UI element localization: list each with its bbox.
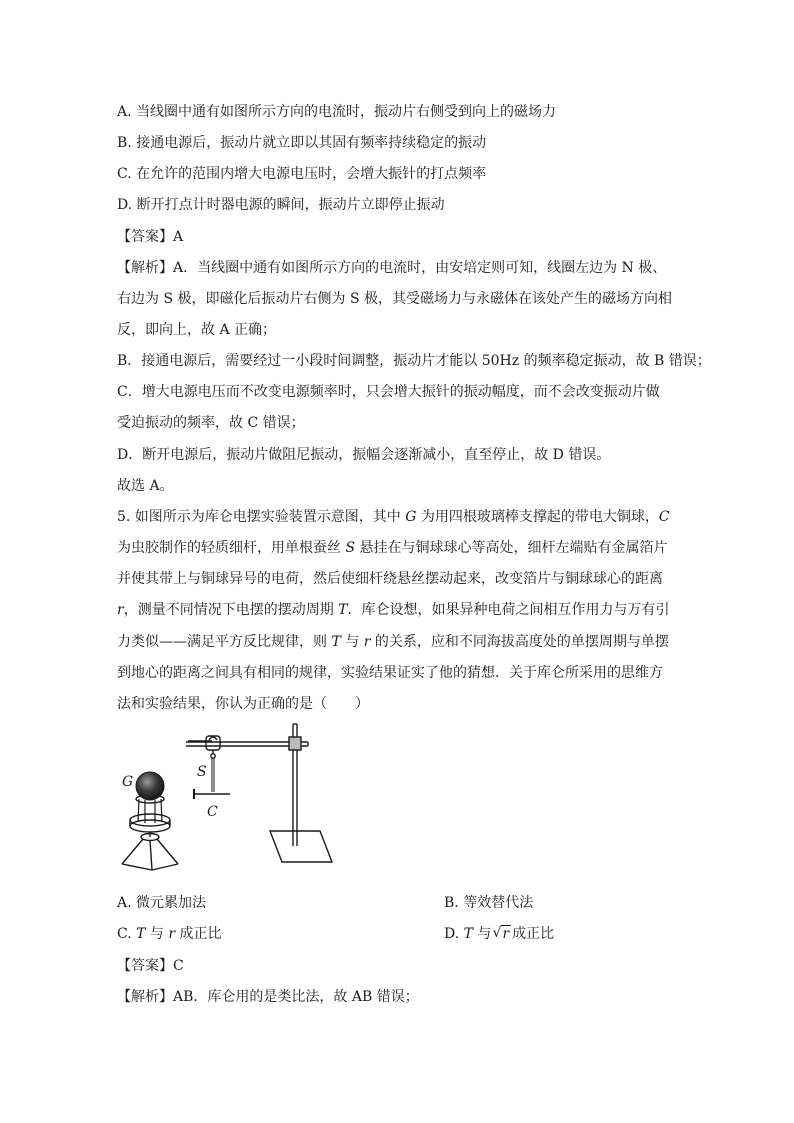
q4-option-d: D. 断开打点计时器电源的瞬间，振动片立即停止振动 — [117, 197, 445, 213]
q4-answer: 【答案】A — [117, 229, 184, 245]
q4-option-b: B. 接通电源后，振动片就立即以其固有频率持续稳定的振动 — [117, 135, 487, 151]
q5-option-d: D. T 与 √ r 成正比 — [444, 925, 555, 942]
label-c: C — [207, 804, 218, 820]
q5-stem-line: 5. 如图所示为库仑电摆实验装置示意图，其中 G 为用四根玻璃棒支撑起的带电大铜球，C — [117, 509, 670, 525]
q4-analysis-line: 右边为 S 极，即磁化后振动片右侧为 S 极，其受磁场力与永磁体在该处产生的磁场方向相 — [117, 291, 672, 307]
sqrt-symbol: √ r — [492, 925, 510, 942]
suspension-head — [206, 736, 220, 750]
q5-option-a: A. 微元累加法 — [117, 895, 207, 911]
q5-stem-line: 法和实验结果，你认为正确的是（ ） — [117, 696, 369, 712]
q4-analysis-line: 【解析】A．当线圈中通有如图所示方向的电流时，由安培定则可知，线圈左边为 N 极、 — [117, 260, 667, 276]
q5-option-b: B. 等效替代法 — [444, 895, 534, 911]
clamp-block — [289, 737, 301, 750]
q4-analysis-line: 受迫振动的频率，故 C 错误； — [117, 415, 305, 431]
q4-conclusion: 故选 A。 — [117, 478, 174, 494]
q4-option-a: A. 当线圈中通有如图所示方向的电流时，振动片右侧受到向上的磁场力 — [117, 104, 557, 120]
q4-option-c: C. 在允许的范围内增大电源电压时，会增大振针的打点频率 — [117, 166, 487, 182]
q4-analysis-line: 反，即向上，故 A 正确； — [117, 322, 277, 338]
q5-analysis: 【解析】AB．库仑用的是类比法，故 AB 错误； — [117, 989, 419, 1005]
apparatus-diagram — [110, 718, 340, 880]
q4-analysis-line: B．接通电源后，需要经过一小段时间调整，振动片才能以 50Hz 的频率稳定振动，故 B 错误； — [117, 353, 711, 369]
q4-analysis-line: C．增大电源电压而不改变电源频率时，只会增大振针的振动幅度，而不会改变振动片做 — [117, 384, 660, 400]
q5-stem-line: 力类似——满足平方反比规律，则 T 与 r 的关系，应和不同海拔高度处的单摆周期与单摆 — [117, 634, 669, 650]
q5-stem-line: r，测量不同情况下电摆的摆动周期 T．库仑设想，如果异种电荷之间相互作用力与万有引 — [117, 602, 670, 618]
stand-base — [270, 831, 332, 862]
q5-stem-line: 并使其带上与铜球异号的电荷，然后使细杆绕悬丝摆动起来，改变箔片与铜球球心的距离 — [117, 571, 663, 587]
q5-stem-line: 到地心的距离之间具有相同的规律，实验结果证实了他的猜想．关于库仑所采用的思维方 — [117, 665, 663, 681]
label-g: G — [122, 774, 134, 790]
label-s: S — [197, 764, 207, 780]
q5-option-c: C. T 与 r 成正比 — [117, 926, 222, 942]
copper-sphere-assembly — [122, 795, 178, 870]
copper-sphere — [136, 772, 164, 800]
q5-answer: 【答案】C — [117, 958, 184, 974]
coulomb-pendulum-figure — [110, 718, 340, 880]
q5-stem-line: 为虫胶制作的轻质细杆，用单根蚕丝 S 悬挂在与铜球球心等高处，细杆左端贴有金属箔片 — [117, 540, 668, 556]
q4-analysis-line: D．断开电源后，振动片做阻尼振动，振幅会逐渐减小，直至停止，故 D 错误。 — [117, 447, 611, 463]
